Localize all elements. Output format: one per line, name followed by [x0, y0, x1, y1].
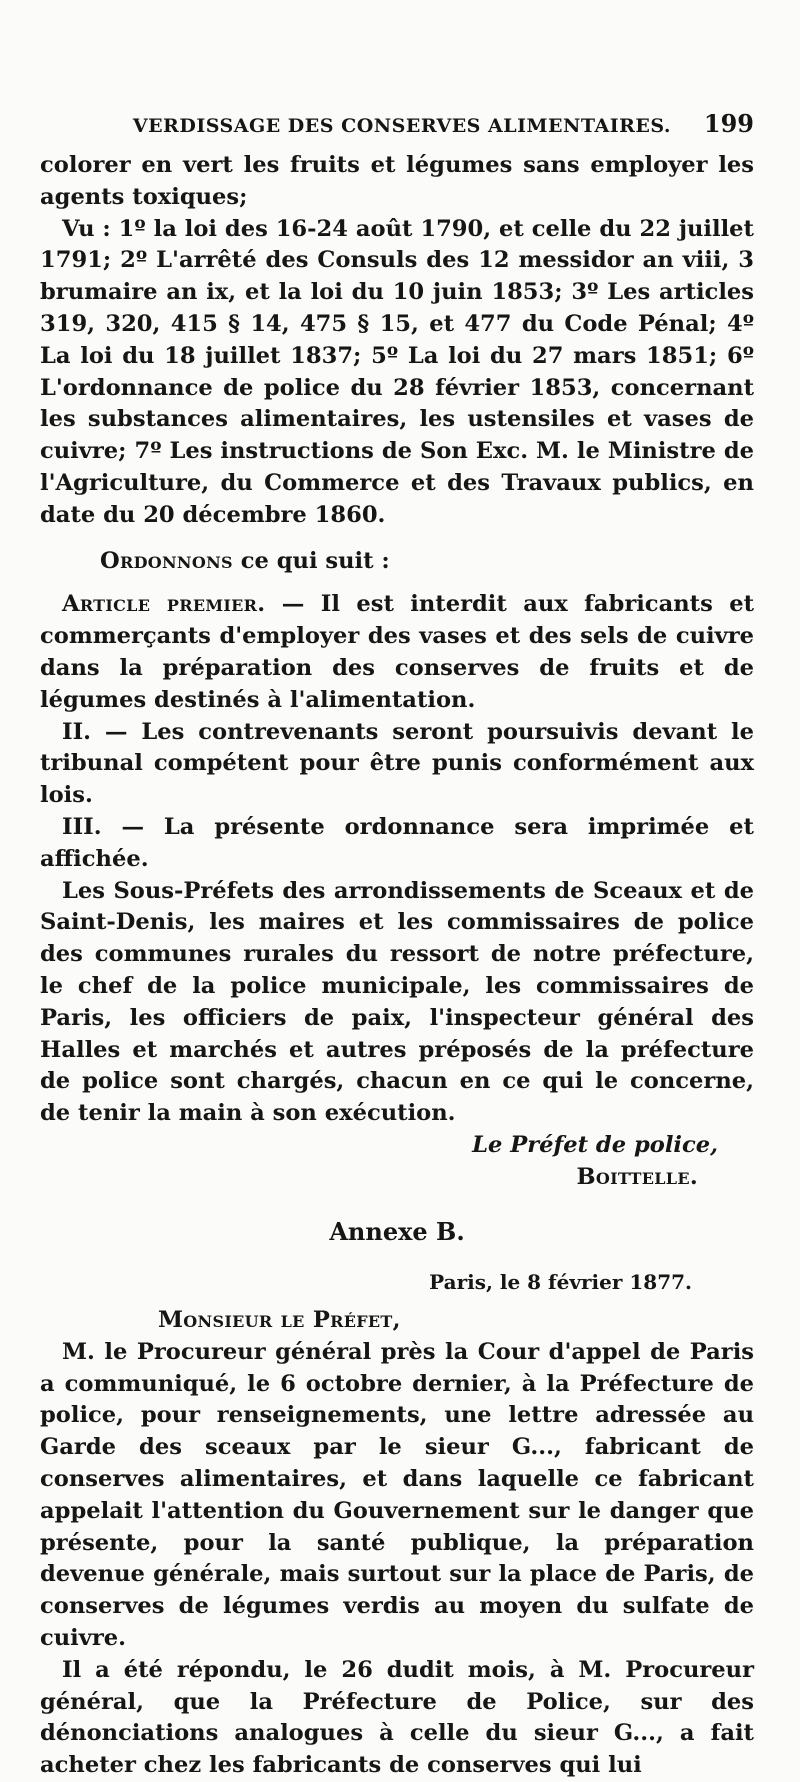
article-iii: III. — La présente ordonnance sera imprimée et affichée. — [40, 813, 754, 872]
article-premier — [40, 589, 754, 716]
ordonnons-rest: ce qui suit : — [232, 547, 390, 574]
ordonnons-line — [40, 546, 754, 578]
paragraph-colorer: colorer en vert les fruits et légumes sans employer les agents toxiques; — [40, 152, 754, 210]
annex-title: Annexe B. — [329, 1216, 465, 1246]
signature-name: Boittelle. — [576, 1163, 698, 1190]
running-title: VERDISSAGE DES CONSERVES ALIMENTAIRES. — [132, 115, 672, 137]
ordonnons-lead: Ordonnons — [100, 547, 233, 574]
page-number: 199 — [703, 109, 754, 138]
paragraph-execution: Les Sous-Préfets des arrondissements de Sceaux et de Saint-Denis, les maires et les commissaires de police des communes rurales du ressort de notre préfecture, le chef de la police municipale, les commissaires de Paris, les officiers de paix, l'inspecteur général des Halles et marchés et autres préposés de la préfecture de police sont chargés, chacun en ce qui le concerne, de tenir la main à son exécution. — [40, 877, 754, 1127]
paragraph-vu: Vu : 1º la loi des 16-24 août 1790, et celle du 22 juillet 1791; 2º L'arrêté des Consuls des 12 messidor an viii, 3 brumaire an ix, et la loi du 10 juin 1853; 3º Les articles 319, 320, 415 § 14, 475 § 15, et 477 du Code Pénal; 4º La loi du 18 juillet 1837; 5º La loi du 27 mars 1851; 6º L'ordonnance de police du 28 février 1853, concernant les substances alimentaires, les ustensiles et vases de cuivre; 7º Les instructions de Son Exc. M. le Ministre de l'Agriculture, du Commerce et des Travaux publics, en date du 20 décembre 1860. — [40, 215, 754, 528]
salutation: Monsieur le Préfet, — [158, 1307, 401, 1334]
paragraph-letter-1: M. le Procureur général près la Cour d'appel de Paris a communiqué, le 6 octobre dernier, à la Préfecture de police, pour renseignements, une lettre adressée au Garde des sceaux par le sieur G..., fabricant de conserves alimentaires, et dans laquelle ce fabricant appelait l'attention du Gouvernement sur le danger que présente, pour la santé publique, la préparation devenue générale, mais surtout sur la place de Paris, de conserves de légumes verdis au moyen du sulfate de cuivre. — [40, 1338, 754, 1652]
article-premier-lead: Article premier. — [62, 591, 266, 618]
running-head — [40, 109, 754, 138]
article-premier-text: — Il est interdit aux fabricants et commerçants d'employer des vases et des sels de cuivre dans la préparation des conserves de fruits et de légumes destinés à l'alimentation. — [40, 591, 755, 713]
paragraph-letter-2: Il a été répondu, le 26 dudit mois, à M. Procureur général, que la Préfecture de Police, sur des dénonciations analogues à celle du sieur G..., a fait acheter chez les fabricants de conserves qui lui — [40, 1656, 754, 1779]
signature-title: Le Préfet de police, — [472, 1131, 718, 1158]
dateline: Paris, le 8 février 1877. — [429, 1270, 692, 1295]
page-body — [40, 150, 754, 1782]
article-ii: II. — Les contrevenants seront poursuivis devant le tribunal compétent pour être punis conformément aux lois. — [40, 718, 754, 809]
